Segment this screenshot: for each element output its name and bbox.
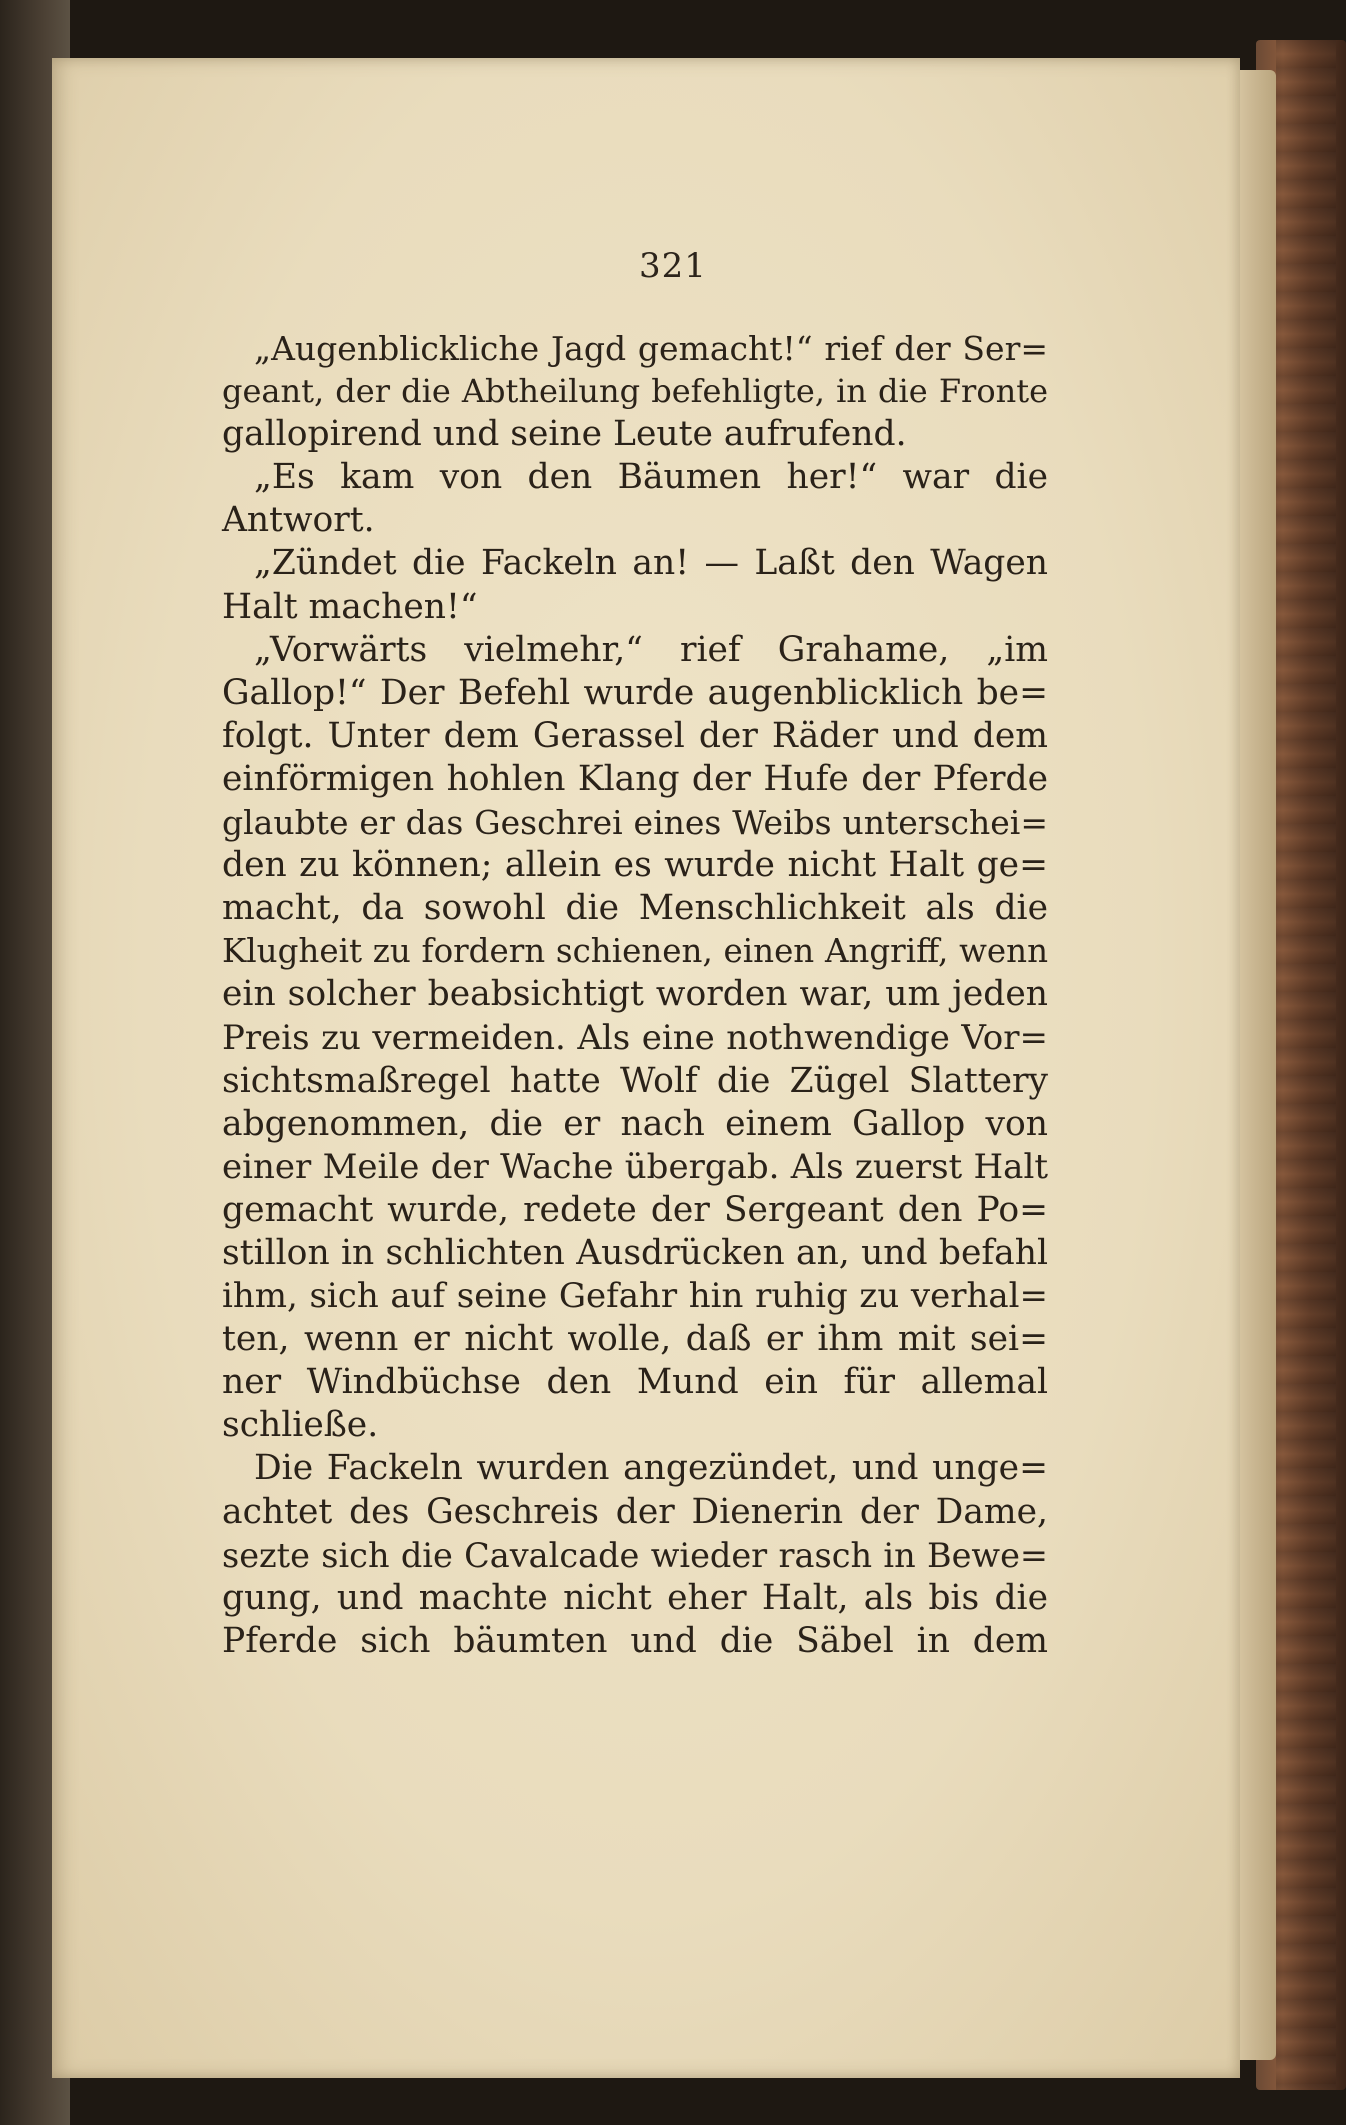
text-line: folgt. Unter dem Gerassel der Räder und dem [222,715,1048,756]
text-line: Die Fackeln wurden angezündet, und unge= [254,1448,1048,1489]
text-line: Gallop!“ Der Befehl wurde augenblicklich be= [222,672,1048,713]
text-line: sichtsmaßregel hatte Wolf die Zügel Slattery [222,1060,1048,1101]
text-line: „Augenblickliche Jagd gemacht!“ rief der Ser= [254,329,1048,368]
text-line: sezte sich die Cavalcade wieder rasch in Bewe= [222,1535,1048,1575]
body-text [222,327,1048,1663]
text-line: gung, und machte nicht eher Halt, als bis die [222,1577,1048,1618]
text-line: geant, der die Abtheilung befehligte, in die Fronte [222,372,1048,411]
text-line: „Zündet die Fackeln an! — Laßt den Wagen [254,543,1048,584]
text-line: ten, wenn er nicht wolle, daß er ihm mit sei= [222,1319,1048,1360]
text-line: „Es kam von den Bäumen her!“ war die [254,457,1048,498]
text-line: Klugheit zu fordern schienen, einen Angriff, wenn [222,932,1048,971]
text-line: gemacht wurde, redete der Sergeant den Po= [222,1189,1048,1230]
page-number: 321 [639,246,707,286]
text-line: ner Windbüchse den Mund ein für allemal [222,1362,1048,1403]
text-line: ihm, sich auf seine Gefahr hin ruhig zu verhal= [222,1276,1048,1317]
text-line: glaubte er das Geschrei eines Weibs unterschei= [222,803,1048,843]
text-line: Preis zu vermeiden. Als eine nothwendige Vor= [222,1017,1048,1058]
text-line: „Vorwärts vielmehr,“ rief Grahame, „im [254,629,1048,670]
text-line: einer Meile der Wache übergab. Als zuerst Halt [222,1146,1048,1187]
text-line: einförmigen hohlen Klang der Hufe der Pferde [222,758,1048,799]
text-line: Pferde sich bäumten und die Säbel in dem [222,1620,1048,1661]
text-line: achtet des Geschreis der Dienerin der Dame, [222,1491,1048,1532]
text-line: gallopirend und seine Leute aufrufend. [222,414,907,455]
text-line: stillon in schlichten Ausdrücken an, und befahl [222,1232,1048,1273]
text-line: macht, da sowohl die Menschlichkeit als die [222,888,1048,929]
text-line: schließe. [222,1405,379,1446]
text-line: Antwort. [222,500,375,541]
text-line: Halt machen!“ [222,586,478,627]
page-stack-edge [1236,70,1276,2060]
text-line: den zu können; allein es wurde nicht Halt ge= [222,845,1048,886]
text-line: ein solcher beabsichtigt worden war, um jeden [222,974,1048,1015]
text-line: abgenommen, die er nach einem Gallop von [222,1103,1048,1144]
